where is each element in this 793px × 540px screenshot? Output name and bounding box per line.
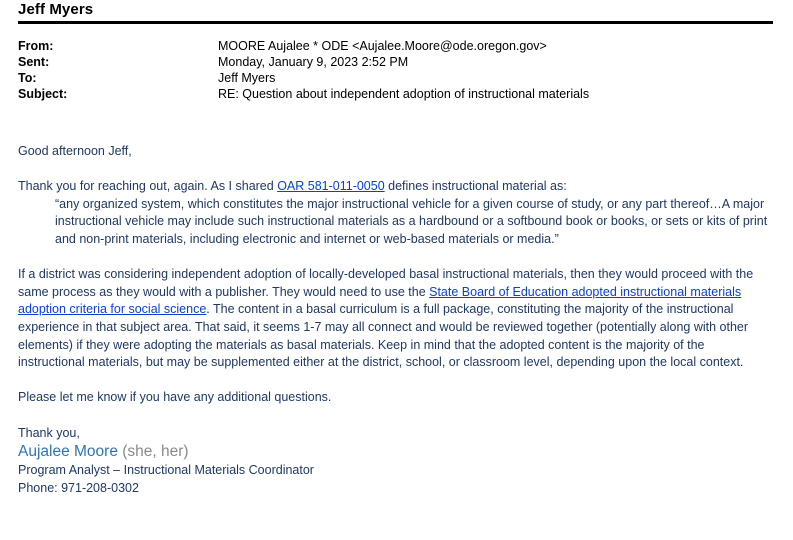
from-value: MOORE Aujalee * ODE <Aujalee.Moore@ode.oregon.gov>	[218, 39, 547, 53]
process-text: If a district was considering independent adoption of locally-developed basal instructional materials, then they would proceed with the same process as they would with a publisher. They would need to use the	[18, 267, 754, 299]
oar-link[interactable]: OAR 581-011-0050	[277, 179, 385, 194]
greeting: Good afternoon Jeff,	[18, 144, 132, 158]
email-body	[18, 143, 770, 497]
signature-title: Program Analyst – Instructional Materials Coordinator	[18, 463, 314, 478]
paragraph-intro	[18, 178, 770, 196]
to-value: Jeff Myers	[218, 71, 276, 85]
signature-pronouns: (she, her)	[122, 443, 189, 461]
process-text-end: . The content in a basal curriculum is a full package, constituting the majority of the instructional experience in that subject area. That said, it seems 1-7 may all connect and would be reviewed together (potentially along with other elements) if they were adopting the materials as basal materials. Keep in mind that the adopted content is the majority of the instructional materials, but may be supplemented either at the district, school, or classroom level, depending upon the local context.	[18, 302, 749, 370]
intro-text-end: defines instructional material as:	[384, 179, 567, 194]
to-label: To:	[18, 71, 37, 85]
subject-label: Subject:	[18, 87, 68, 101]
mailbox-owner-name: Jeff Myers	[18, 1, 94, 18]
subject-value: RE: Question about independent adoption of instructional materials	[218, 87, 590, 101]
definition-quote: “any organized system, which constitutes the major instructional vehicle for a given course of study, or any part thereof…A major instructional vehicle may include such instructional materials as a hardbound or a softbound book or books, or sets or kits of print and non-print materials, including electronic and internet or web-based materials or media.”	[55, 196, 768, 246]
closing: Thank you,	[18, 425, 80, 440]
signature-phone: Phone: 971-208-0302	[18, 480, 139, 495]
paragraph-questions: Please let me know if you have any additional questions.	[18, 390, 332, 405]
header-divider	[18, 21, 773, 24]
signature-name-line	[18, 442, 770, 462]
from-label: From:	[18, 39, 54, 53]
sent-value: Monday, January 9, 2023 2:52 PM	[218, 55, 409, 69]
criteria-link[interactable]: State Board of Education adopted instructional materials adoption criteria for social science	[18, 284, 742, 317]
sent-label: Sent:	[18, 55, 50, 69]
paragraph-process	[18, 266, 770, 372]
signature-name: Aujalee Moore	[18, 443, 118, 461]
intro-text: Thank you for reaching out, again. As I shared	[18, 179, 278, 194]
